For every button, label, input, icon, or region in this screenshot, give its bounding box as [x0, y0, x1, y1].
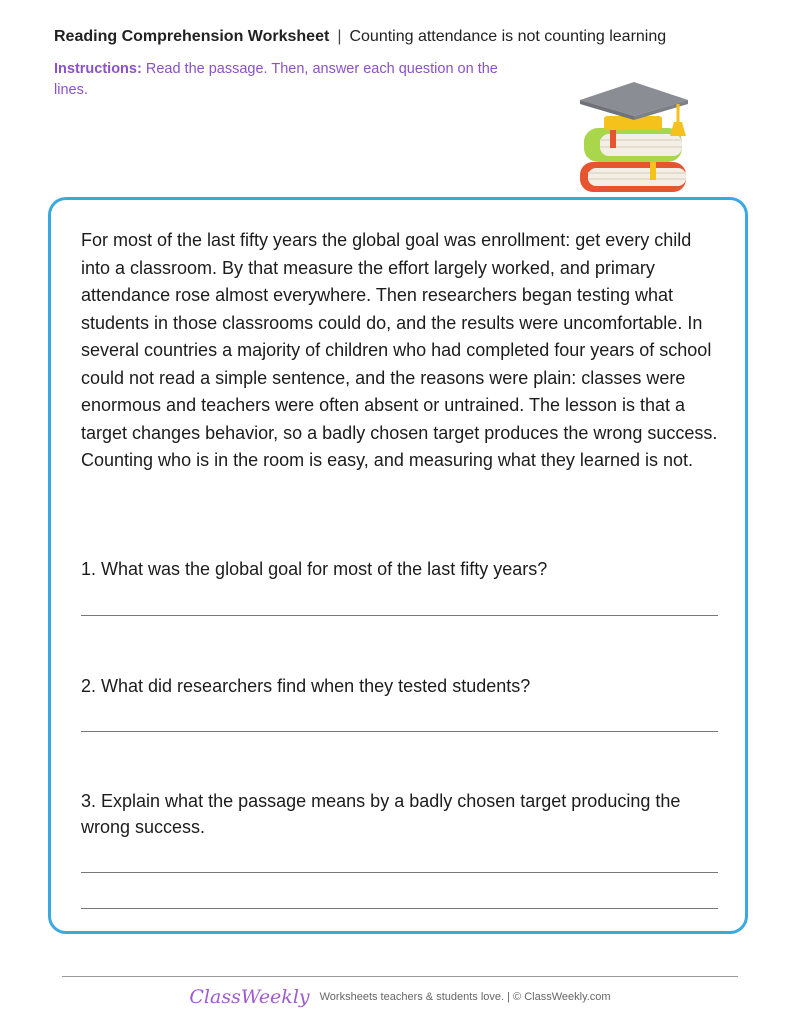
- question-3: 3. Explain what the passage means by a badly chosen target producing the wrong success.: [81, 791, 681, 837]
- footer: [0, 986, 800, 1008]
- worksheet-header: [54, 28, 666, 46]
- reading-passage: For most of the last fifty years the global goal was enrollment: get every child into a classroom. By that measure the effort largely worked, and primary attendance rose almost everywhere. Then researchers began testing what students in those classrooms could do, and the results were uncomfortable. In several countries a majority of children who had completed four years of school could not read a simple sentence, and the reasons were plain: classes were enormous and teachers were often absent or untrained. The lesson is that a target changes behavior, so a badly chosen target produces the wrong success. Counting who is in the room is easy, and measuring what they learned is not.: [81, 230, 718, 470]
- answer-line-2[interactable]: [81, 731, 718, 732]
- question-2: 2. What did researchers find when they tested students?: [81, 676, 531, 696]
- footer-divider: [62, 976, 738, 977]
- instructions: [54, 59, 514, 101]
- answer-line-3b[interactable]: [81, 908, 718, 909]
- question-1: 1. What was the global goal for most of the last fifty years?: [81, 559, 548, 579]
- worksheet-title: Reading Comprehension Worksheet: [54, 28, 330, 45]
- answer-line-1[interactable]: [81, 615, 718, 616]
- instructions-label: Instructions:: [54, 61, 142, 77]
- books-with-graduation-cap-icon: [574, 78, 694, 196]
- worksheet-topic: Counting attendance is not counting learning: [349, 28, 667, 45]
- footer-tagline: Worksheets teachers & students love. | © ClassWeekly.com: [319, 991, 611, 1003]
- answer-line-3a[interactable]: [81, 872, 718, 873]
- header-separator: |: [337, 28, 342, 45]
- instructions-text: Read the passage. Then, answer each question on the lines.: [54, 61, 498, 98]
- brand-logo: ClassWeekly: [189, 986, 310, 1008]
